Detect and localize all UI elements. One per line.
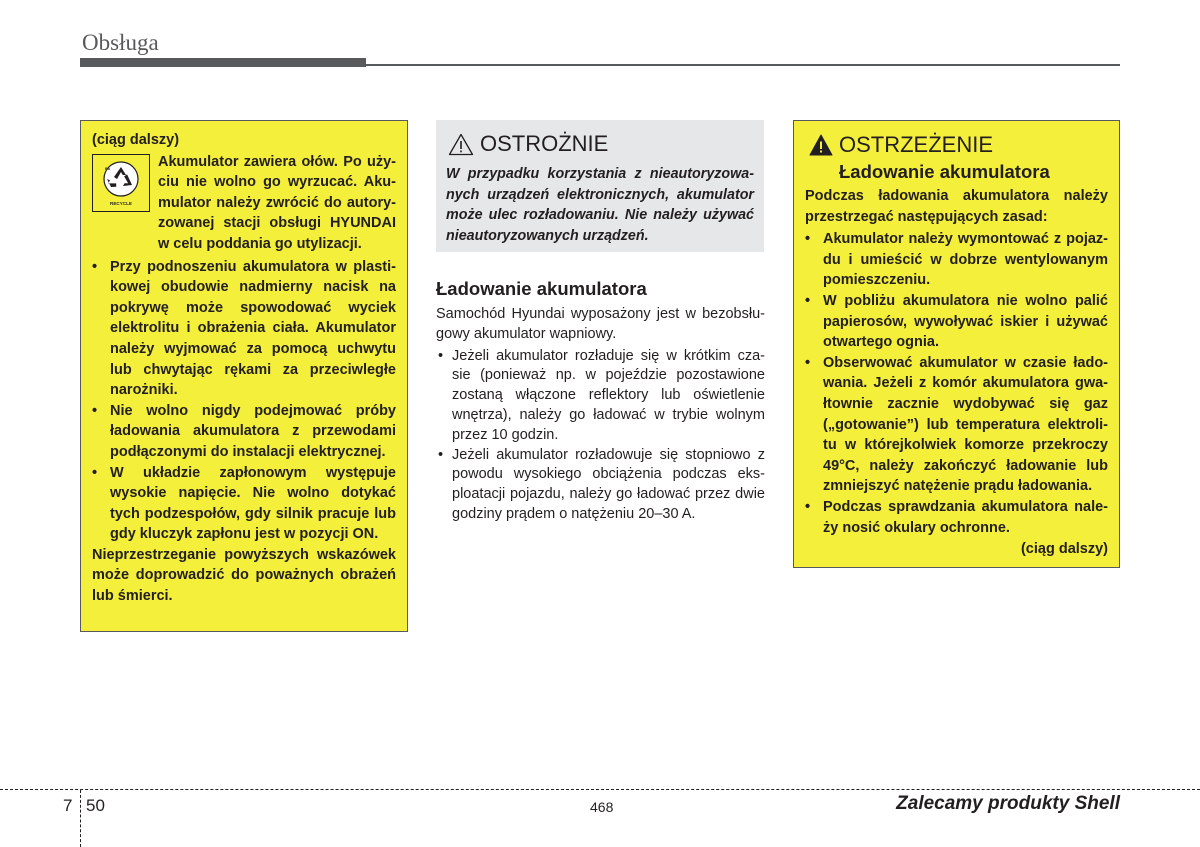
- left-bullet-list: [92, 257, 396, 545]
- warning-intro: Podczas ładowania akumulatora należy przestrzegać następujących zasad:: [805, 188, 1108, 225]
- page-section-title: Obsługa: [82, 30, 159, 55]
- document-page-number: 468: [590, 799, 614, 815]
- section-bullet-list: [436, 347, 765, 525]
- chapter-number: 7: [63, 796, 73, 815]
- caution-box: [436, 120, 764, 252]
- caution-triangle-icon: [448, 133, 474, 156]
- section-heading: Ładowanie akumulatora: [436, 278, 647, 299]
- section-intro: Samochód Hyundai wyposażony jest w bezobsłu-gowy akumulator wapniowy.: [436, 306, 765, 342]
- list-item: • Nie wolno nigdy podejmować próby ładowania akumulatora z przewodami podłączonymi do instalacji elektrycznej.: [92, 401, 396, 463]
- caution-header: [446, 130, 754, 158]
- warning-header: [805, 131, 1108, 159]
- footer-vertical-divider: [80, 790, 81, 847]
- list-item: • Podczas sprawdzania akumulatora nale-ży nosić okulary ochronne.: [805, 497, 1108, 538]
- footer-slogan: Zalecamy produkty Shell: [896, 793, 1120, 814]
- header-rule: [366, 64, 1120, 66]
- continued-label: (ciąg dalszy): [1020, 541, 1108, 558]
- warning-bullet-list: [805, 229, 1108, 538]
- list-item: • Obserwować akumulator w czasie łado-wania. Jeżeli z komór akumulatora gwa-łtownie zacznie wydobywać się gaz („gotowanie”) lub temperatura elektroli-tu w którejkolwiek komorze przekroczy 49°C, należy zakończyć ładowanie lub zmniejszyć natężenie prądu ładowania.: [805, 353, 1108, 497]
- warning-triangle-icon: [809, 134, 833, 156]
- list-item: • W układzie zapłonowym występuje wysokie napięcie. Nie wolno dotykać tych podzespołów, gdy silnik pracuje lub gdy kluczyk zapłonu jest w pozycji ON.: [92, 463, 396, 545]
- svg-text:Pb: Pb: [105, 165, 111, 171]
- recycle-icon: [92, 154, 150, 212]
- left-warning-box: [80, 120, 408, 632]
- continued-label: (ciąg dalszy): [92, 132, 180, 148]
- recycle-icon-label: RECYCLE: [110, 200, 132, 206]
- page-number: 50: [86, 796, 105, 815]
- recycle-text: Akumulator zawiera ołów. Po uży-ciu nie wolno go wyrzucać. Aku-mulator należy zwrócić do autory-zowanej stacji obsługi HYUNDAI w celu poddania go utylizacji.: [158, 153, 396, 252]
- header-bar: [80, 58, 366, 67]
- warning-title: OSTRZEŻENIE: [839, 131, 994, 157]
- warning-subtitle: Ładowanie akumulatora: [839, 161, 1050, 182]
- footer-divider: [0, 789, 1200, 790]
- list-item: • W pobliżu akumulatora nie wolno palić papierosów, wywoływać iskier i używać otwartego ognia.: [805, 291, 1108, 353]
- list-item: • Przy podnoszeniu akumulatora w plasti-kowej obudowie nadmierny nacisk na pokrywę może spowodować wyciek elektrolitu i obrażenia ciała. Akumulator należy wyjmować za pomocą uchwytu lub chwytając rękami za przeciwległe narożniki.: [92, 257, 396, 401]
- caution-title: OSTROŻNIE: [480, 131, 609, 156]
- caution-text: W przypadku korzystania z nieautoryzowa-nych urządzeń elektronicznych, akumulator może ulec rozładowaniu. Nie należy używać nieautoryzowanych urządzeń.: [446, 166, 754, 244]
- right-warning-box: [793, 120, 1120, 568]
- charging-section: [436, 278, 765, 525]
- list-item: • Akumulator należy wymontować z pojaz-du i umieścić w dobrze wentylowanym pomieszczeniu.: [805, 229, 1108, 291]
- recycle-row: [92, 152, 396, 255]
- list-item: • Jeżeli akumulator rozładuje się w krótkim cza-sie (ponieważ np. w pojeździe pozostawione zostaną włączone reflektory lub oświetlenie wnętrza), należy go ładować w trybie wolnym przez 10 godzin.: [436, 347, 765, 446]
- list-item: • Jeżeli akumulator rozładowuje się stopniowo z powodu wysokiego obciążenia podczas eks-ploatacji pojazdu, należy go ładować przez dwie godziny prądem o natężeniu 20–30 A.: [436, 446, 765, 525]
- left-final-warning: Nieprzestrzeganie powyższych wskazówek może doprowadzić do poważnych obrażeń lub śmierci.: [92, 546, 396, 605]
